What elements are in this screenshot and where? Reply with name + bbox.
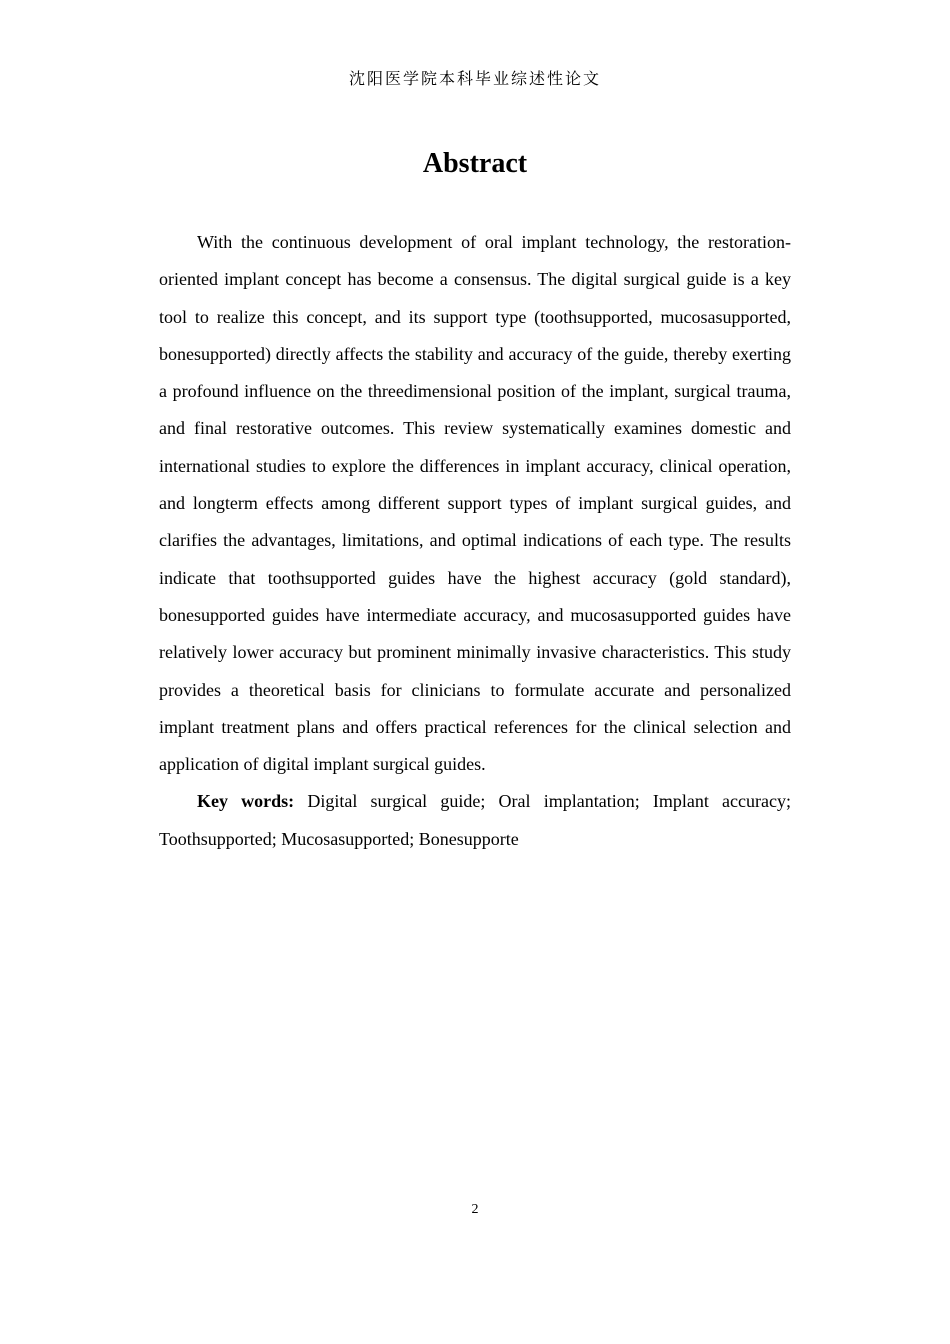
page-number: 2 bbox=[471, 1202, 479, 1217]
abstract-body bbox=[159, 224, 791, 858]
keywords-label: Key words: bbox=[197, 791, 295, 812]
page-title: Abstract bbox=[422, 148, 528, 179]
keywords-paragraph bbox=[159, 783, 791, 858]
running-header: 沈阳医学院本科毕业综述性论文 bbox=[348, 69, 601, 88]
abstract-paragraph: With the continuous development of oral implant technology, the restoration-oriented implant concept has become a consensus. The digital surgical guide is a key tool to realize this concept, and its support type (toothsupported, mucosasupported, bonesupported) directly affects the stability and accuracy of the guide, thereby exerting a profound influence on the threedimensional position of the implant, surgical trauma, and final restorative outcomes. This review systematically examines domestic and international studies to explore the differences in implant accuracy, clinical operation, and longterm effects among different support types of implant surgical guides, and clarifies the advantages, limitations, and optimal indications of each type. The results indicate that toothsupported guides have the highest accuracy (gold standard), bonesupported guides have intermediate accuracy, and mucosasupported guides have relatively lower accuracy but prominent minimally invasive characteristics. This study provides a theoretical basis for clinicians to formulate accurate and personalized implant treatment plans and offers practical references for the clinical selection and application of digital implant surgical guides. bbox=[159, 232, 791, 775]
keywords-text: Digital surgical guide; Oral implantation; Implant accuracy; Toothsupported; Mucosasupported; Bonesupporte bbox=[159, 791, 791, 849]
